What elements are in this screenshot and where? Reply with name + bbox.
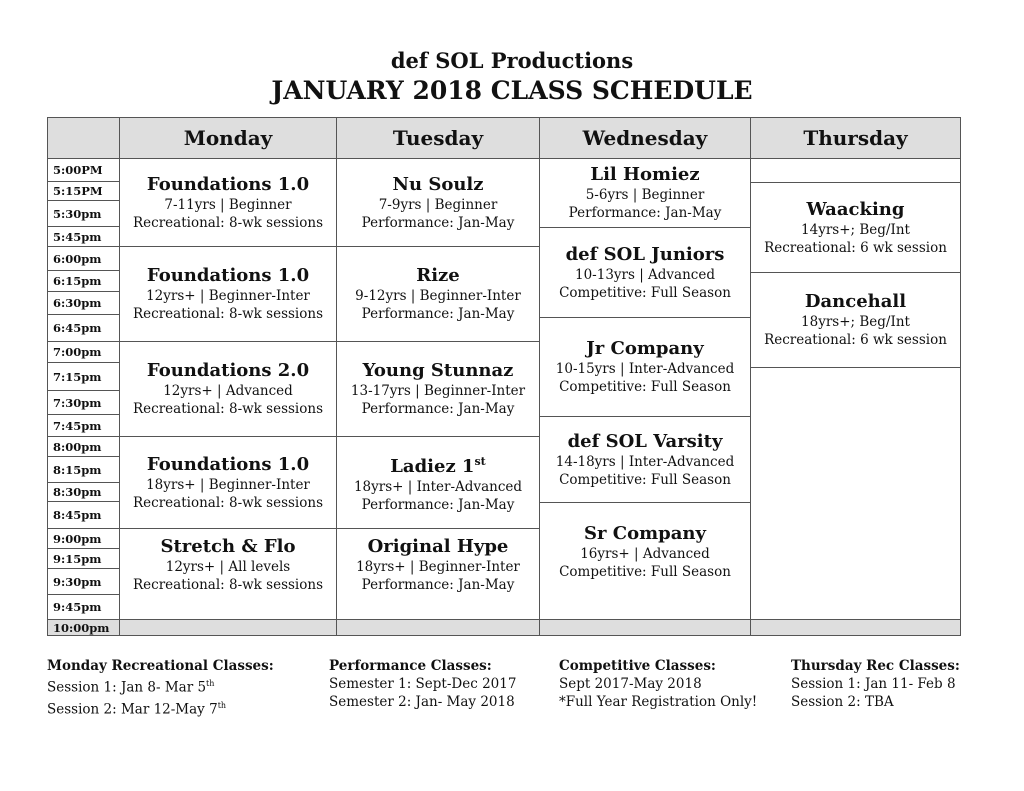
footer-line: Session 1: Jan 11- Feb 8 (791, 676, 956, 692)
class-block (119, 341, 337, 437)
footer-heading: Monday Recreational Classes: (47, 658, 274, 674)
footer-line: *Full Year Registration Only! (559, 694, 758, 710)
class-name: Nu Soulz (392, 173, 484, 195)
time-slot: 9:15pm (47, 548, 120, 569)
class-name: Dancehall (804, 291, 907, 312)
time-slot: 5:15PM (47, 181, 120, 201)
class-block (539, 158, 751, 228)
class-type: Performance: Jan-May (361, 577, 515, 593)
time-slot: 8:00pm (47, 436, 120, 457)
class-name: Stretch & Flo (160, 536, 296, 557)
footer-competitive (559, 657, 757, 711)
class-name: def SOL Juniors (565, 243, 725, 265)
time-slot: 6:45pm (47, 314, 120, 342)
time-slot: 9:45pm (47, 594, 120, 620)
footer-line: Sept 2017-May 2018 (559, 676, 702, 692)
class-block (119, 528, 337, 620)
class-name: Sr Company (584, 523, 706, 544)
class-type: Competitive: Full Season (559, 284, 731, 301)
class-type: Recreational: 8-wk sessions (133, 494, 323, 511)
class-block (119, 246, 337, 342)
class-type: Competitive: Full Season (559, 379, 731, 395)
class-name: Waacking (806, 198, 905, 220)
time-slot: 7:15pm (47, 362, 120, 391)
class-level: 14-18yrs | Inter-Advanced (555, 453, 735, 470)
footer-performance (329, 657, 516, 711)
time-slot: 7:00pm (47, 341, 120, 363)
time-slot: 5:45pm (47, 226, 120, 247)
class-name-text: Ladiez 1 (390, 456, 475, 477)
class-level: 7-9yrs | Beginner (378, 196, 498, 213)
class-block (539, 227, 751, 318)
class-name: Foundations 1.0 (146, 173, 310, 195)
class-name (390, 451, 486, 478)
end-cell (539, 619, 751, 636)
class-block (336, 341, 540, 437)
time-slot: 8:45pm (47, 501, 120, 529)
class-level: 14yrs+; Beg/Int (801, 221, 910, 238)
empty-slot (750, 158, 961, 183)
class-name: Lil Homiez (590, 164, 700, 185)
time-slot: 6:30pm (47, 291, 120, 315)
empty-slot (750, 367, 961, 620)
time-slot: 9:00pm (47, 528, 120, 549)
corner-cell (47, 117, 120, 159)
schedule-title: JANUARY 2018 CLASS SCHEDULE (271, 76, 753, 105)
class-type: Recreational: 8-wk sessions (133, 401, 323, 417)
day-header-monday: Monday (119, 117, 337, 159)
time-slot: 6:00pm (47, 246, 120, 271)
footer-thursday-rec (791, 657, 960, 711)
footer-monday-rec (47, 657, 274, 718)
class-name: Foundations 1.0 (146, 265, 310, 286)
class-type: Performance: Jan-May (361, 214, 515, 231)
footer-line (47, 697, 274, 719)
class-level: 18yrs+ | Beginner-Inter (356, 559, 520, 575)
time-slot: 6:15pm (47, 270, 120, 292)
day-header-thursday: Thursday (750, 117, 961, 159)
class-type: Recreational: 6 wk session (764, 239, 947, 256)
time-slot: 5:30pm (47, 200, 120, 227)
class-level: 18yrs+ | Beginner-Inter (146, 476, 310, 493)
ordinal-suffix: st (474, 455, 486, 468)
class-level: 12yrs+ | All levels (165, 559, 291, 575)
class-type: Competitive: Full Season (559, 564, 731, 580)
schedule-grid (47, 117, 961, 636)
class-type: Performance: Jan-May (361, 306, 515, 322)
ordinal-suffix: th (206, 679, 215, 688)
time-slot: 8:30pm (47, 482, 120, 502)
time-slot: 5:00PM (47, 158, 120, 182)
footer-heading: Competitive Classes: (559, 658, 716, 674)
class-level: 13-17yrs | Beginner-Inter (350, 383, 526, 399)
end-cell (750, 619, 961, 636)
class-block (336, 246, 540, 342)
class-type: Recreational: 6 wk session (764, 332, 947, 348)
class-level: 10-13yrs | Advanced (574, 266, 715, 283)
class-name: def SOL Varsity (567, 430, 723, 452)
time-slot: 9:30pm (47, 568, 120, 595)
ordinal-suffix: th (217, 700, 227, 710)
footer-line: Semester 2: Jan- May 2018 (329, 694, 515, 710)
class-block (336, 528, 540, 620)
class-level: 18yrs+; Beg/Int (801, 314, 910, 330)
class-type: Performance: Jan-May (361, 497, 515, 513)
end-cell (336, 619, 540, 636)
class-block (750, 182, 961, 273)
class-block (119, 436, 337, 529)
class-type: Performance: Jan-May (361, 401, 515, 417)
class-name: Original Hype (367, 536, 509, 557)
class-type: Recreational: 8-wk sessions (133, 577, 323, 593)
footer-heading: Thursday Rec Classes: (791, 658, 960, 674)
company-name: def SOL Productions (390, 48, 634, 73)
class-name: Jr Company (586, 338, 704, 359)
class-level: 18yrs+ | Inter-Advanced (353, 479, 523, 495)
class-level: 10-15yrs | Inter-Advanced (555, 361, 735, 377)
class-name: Foundations 2.0 (146, 360, 310, 381)
class-name: Young Stunnaz (362, 360, 514, 381)
class-level: 5-6yrs | Beginner (585, 187, 705, 203)
class-block (750, 272, 961, 368)
footer-line-text: Session 2: Mar 12-May 7 (47, 701, 218, 717)
class-type: Performance: Jan-May (568, 205, 722, 221)
class-level: 9-12yrs | Beginner-Inter (355, 288, 521, 304)
footer-line: Semester 1: Sept-Dec 2017 (329, 676, 517, 692)
time-slot: 7:30pm (47, 390, 120, 415)
class-level: 12yrs+ | Beginner-Inter (146, 288, 310, 304)
class-type: Recreational: 8-wk sessions (133, 214, 323, 231)
footer-heading: Performance Classes: (329, 658, 492, 674)
end-cell (119, 619, 337, 636)
footer-line-text: Session 1: Jan 8- Mar 5 (47, 679, 207, 696)
footer-line: Session 2: TBA (791, 694, 894, 710)
class-name: Foundations 1.0 (146, 453, 310, 475)
class-block (539, 502, 751, 620)
class-block (336, 436, 540, 529)
class-name: Rize (416, 265, 460, 286)
time-slot: 8:15pm (47, 456, 120, 483)
class-type: Recreational: 8-wk sessions (133, 306, 323, 322)
time-slot: 10:00pm (47, 619, 120, 636)
class-block (119, 158, 337, 247)
class-block (539, 416, 751, 503)
footer-line (47, 675, 274, 697)
class-block (336, 158, 540, 247)
class-level: 16yrs+ | Advanced (580, 546, 710, 562)
time-slot: 7:45pm (47, 414, 120, 437)
day-header-tuesday: Tuesday (336, 117, 540, 159)
class-block (539, 317, 751, 417)
class-type: Competitive: Full Season (559, 471, 731, 488)
day-header-wednesday: Wednesday (539, 117, 751, 159)
class-level: 7-11yrs | Beginner (164, 196, 292, 213)
class-level: 12yrs+ | Advanced (163, 383, 293, 399)
